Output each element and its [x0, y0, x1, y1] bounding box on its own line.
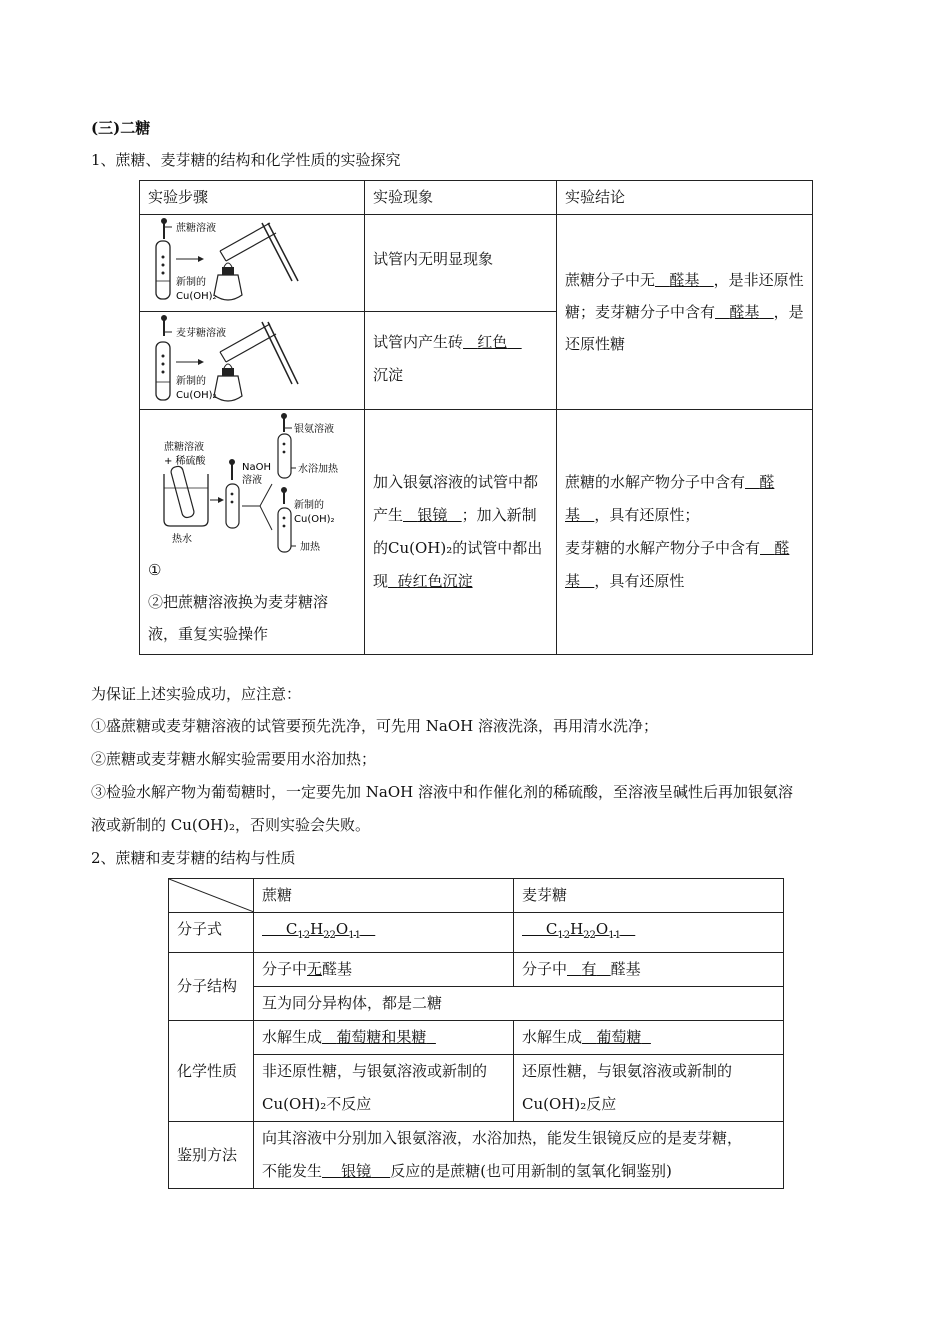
note-3a: ③检验水解产物为葡萄糖时，一定要先加 NaOH 溶液中和作催化剂的稀硫酸，至溶液呈碱性后再加银氨溶: [91, 783, 793, 801]
fig3-label-naoh: NaOH: [242, 462, 271, 473]
table1-row3-phenomenon: 加入银氨溶液的试管中都产生 银镜 ；加入新制的Cu(OH)₂的试管中都出现 砖红色沉淀: [365, 410, 557, 655]
fig3-label-silver: 银氨溶液: [294, 424, 334, 435]
table2-hydrolysis-maltose: 水解生成 葡萄糖: [514, 1021, 784, 1055]
table2-hydrolysis-sucrose: 水解生成 葡萄糖和果糖: [254, 1021, 514, 1055]
table1-row12-conclusion: 蔗糖分子中无 醛基 ，是非还原性糖；麦芽糖分子中含有 醛基 ，是还原性糖: [557, 215, 813, 410]
table2-chem-label: 化学性质: [169, 1021, 254, 1122]
table2-header-sucrose: 蔗糖: [254, 879, 514, 913]
table1-row3-conclusion: 蔗糖的水解产物分子中含有 醛基 ，具有还原性； 麦芽糖的水解产物分子中含有 醛基 ，具有还原性: [557, 410, 813, 655]
fig1-label-sucrose: 蔗糖溶液: [176, 223, 216, 234]
table2-formula-sucrose: $C_{12}H_{22}O_{11}$: [254, 913, 514, 953]
fig3-label-cuoh2: Cu(OH)₂: [294, 514, 335, 525]
heading-1: 1、蔗糖、麦芽糖的结构和化学性质的实验探究: [91, 151, 401, 169]
table2-redox-maltose: 还原性糖，与银氨溶液或新制的Cu(OH)₂反应: [514, 1055, 784, 1122]
table2-corner-cell: [169, 879, 254, 913]
table1-header-conclusion: 实验结论: [557, 181, 813, 215]
table2-ident-method: 向其溶液中分别加入银氨溶液，水浴加热，能发生银镜反应的是麦芽糖， 不能发生 银镜 反应的是蔗糖(也可用新制的氢氧化铜鉴别): [254, 1122, 784, 1189]
table1-row3-step2: ②把蔗糖溶液换为麦芽糖溶液，重复实验操作: [148, 593, 329, 643]
fig2-label-cuoh2: Cu(OH)₂: [176, 390, 217, 401]
note-1: ①盛蔗糖或麦芽糖溶液的试管要预先洗净，可先用 NaOH 溶液洗涤，再用清水洗净；: [91, 717, 658, 735]
sucrose-experiment-figure: [142, 215, 302, 311]
table2-formula-maltose: $C_{12}H_{22}O_{11}$: [514, 913, 784, 953]
fig3-label-waterbath: 水浴加热: [298, 464, 338, 475]
table1-row1-phenomenon: 试管内无明显现象: [365, 215, 557, 312]
table1-header-steps: 实验步骤: [140, 181, 365, 215]
table2-formula-label: 分子式: [169, 913, 254, 953]
fig3-label-hotwater: 热水: [172, 534, 192, 545]
fig2-label-fresh: 新制的: [176, 376, 206, 387]
fig3-label-fresh: 新制的: [294, 500, 324, 511]
experiment-table: [139, 180, 813, 655]
table2-structure-label: 分子结构: [169, 953, 254, 1021]
maltose-experiment-figure: [142, 312, 302, 408]
properties-table: [168, 878, 784, 1189]
hydrolysis-experiment-figure: [142, 410, 342, 560]
fig2-label-maltose: 麦芽糖溶液: [176, 328, 226, 339]
fig3-label-solution: 溶液: [242, 475, 262, 486]
table2-structure-maltose: 分子中 有 醛基: [514, 953, 784, 987]
table2-header-maltose: 麦芽糖: [514, 879, 784, 913]
table1-row2-phenomenon: 试管内产生砖 红色 沉淀: [365, 312, 557, 410]
table1-row2-figure-cell: [140, 312, 365, 410]
fig3-label-heat: 加热: [300, 542, 320, 553]
table1-row3-steps: [140, 410, 365, 655]
note-3b: 液或新制的 Cu(OH)₂，否则实验会失败。: [91, 816, 371, 834]
table2-structure-sucrose: 分子中无醛基: [254, 953, 514, 987]
notes-intro: 为保证上述实验成功，应注意：: [91, 685, 302, 703]
section-title: (三)二糖: [91, 119, 151, 137]
table1-header-phenomenon: 实验现象: [365, 181, 557, 215]
fig3-label-sucrose: 蔗糖溶液: [164, 442, 204, 453]
fig1-label-cuoh2: Cu(OH)₂: [176, 291, 217, 302]
table2-structure-common: 互为同分异构体，都是二糖: [254, 987, 784, 1021]
heading-2: 2、蔗糖和麦芽糖的结构与性质: [91, 849, 296, 867]
fig3-label-acid: + 稀硫酸: [164, 456, 206, 467]
table1-row1-figure-cell: [140, 215, 365, 312]
fig1-label-fresh: 新制的: [176, 277, 206, 288]
table2-ident-label: 鉴别方法: [169, 1122, 254, 1189]
diagonal-divider: [169, 879, 254, 912]
table2-redox-sucrose: 非还原性糖，与银氨溶液或新制的Cu(OH)₂不反应: [254, 1055, 514, 1122]
table1-row3-step1: ①: [148, 561, 162, 579]
note-2: ②蔗糖或麦芽糖水解实验需要用水浴加热；: [91, 750, 377, 768]
